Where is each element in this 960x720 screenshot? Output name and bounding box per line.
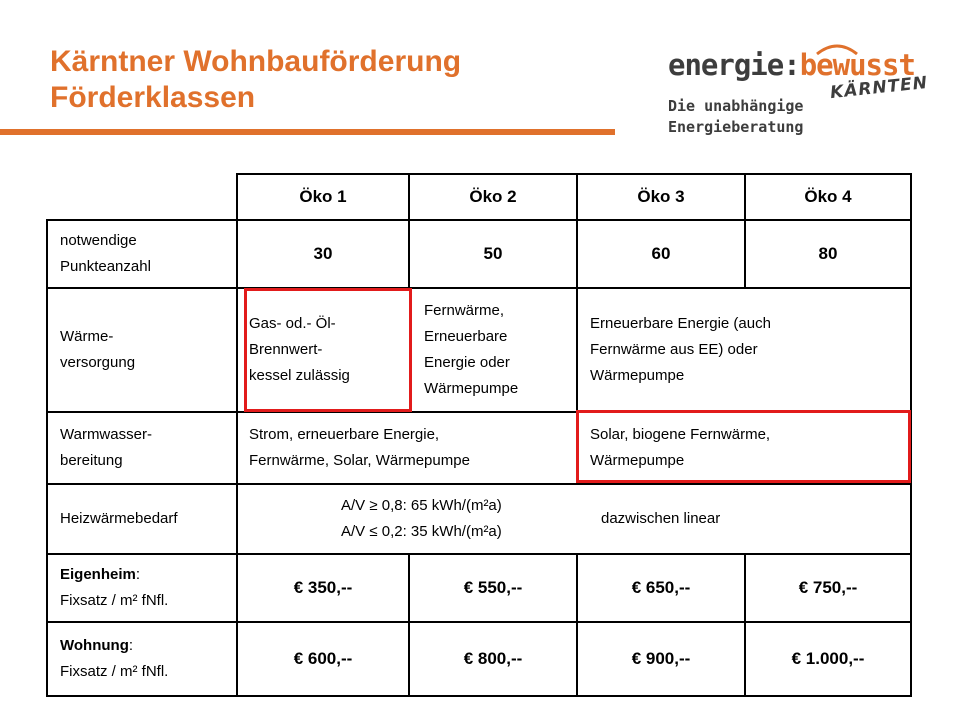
heating-oeko-2-line-2: Erneuerbare [424,328,508,345]
hot-water-oeko-3-4-line-1: Solar, biogene Fernwärme, [590,426,771,443]
table-line-hot-water [47,483,912,485]
column-header-oeko-4: Öko 4 [804,187,852,206]
table-border-bottom [47,695,912,697]
table-border-left [46,219,48,697]
points-oeko-2: 50 [483,244,503,263]
heating-oeko-2-line-1: Fernwärme, [424,302,505,319]
heating-oeko-3-4-line-1: Erneuerbare Energie (auch [590,315,771,332]
hot-water-oeko-1-2-line-1: Strom, erneuerbare Energie, [249,426,440,443]
table-line-col-2-top [408,173,410,288]
row-label-apartment-bold: Wohnung [60,637,129,654]
title-line-1: Kärntner Wohnbauförderung [50,45,462,78]
heating-oeko-2 [424,288,577,412]
row-label-hot-water-line-2: bereitung [60,452,123,469]
row-label-apartment-colon: : [128,637,134,654]
table-line-header [47,219,912,221]
heating-oeko-2-line-4: Wärmepumpe [424,380,519,397]
points-oeko-1: 30 [313,244,333,263]
column-header-oeko-1: Öko 1 [299,187,347,206]
points-oeko-4: 80 [818,244,838,263]
logo-tagline-line-2: Energieberatung [668,118,804,136]
heating-oeko-1-line-3: kessel zulässig [249,367,350,384]
table-line-col-2-bottom [408,553,410,697]
logo-region: KÄRNTEN [829,72,929,104]
row-label-house-bold: Eigenheim [60,566,136,583]
row-label-apartment-line-1 [60,633,168,659]
row-label-apartment-line-2: Fixsatz / m² fNfl. [60,663,169,680]
hot-water-oeko-3-4-line-2: Wärmepumpe [590,452,685,469]
heat-demand-values [341,484,591,554]
row-label-points-line-1: notwendige [60,232,137,249]
apartment-oeko-4: € 1.000,-- [791,649,865,668]
points-oeko-3: 60 [651,244,671,263]
row-label-heating-line-2: versorgung [60,354,136,371]
row-label-points-line-2: Punkteanzahl [60,258,151,275]
heat-demand-line-2: A/V ≤ 0,2: 35 kWh/(m²a) [341,523,502,540]
heating-oeko-1-line-2: Brennwert- [249,341,323,358]
column-header-oeko-3: Öko 3 [637,187,685,206]
row-label-heating [47,288,237,412]
house-oeko-1: € 350,-- [293,578,353,597]
house-oeko-4: € 750,-- [798,578,858,597]
logo-word-suffix: bewusst [799,48,915,82]
logo-tagline-line-1: Die unabhängige [668,97,804,115]
table-line-points [47,287,912,289]
column-header-oeko-2: Öko 2 [469,187,517,206]
row-label-house-line-2: Fixsatz / m² fNfl. [60,592,169,609]
hot-water-oeko-1-2-line-2: Fernwärme, Solar, Wärmepumpe [249,452,470,469]
row-label-house-colon: : [135,566,141,583]
table-line-col-4-top [744,173,746,288]
highlight-box-oeko-1-heating [244,288,412,412]
apartment-oeko-1: € 600,-- [293,649,353,668]
heat-demand-note: dazwischen linear [601,510,721,527]
row-label-hot-water-line-1: Warmwasser- [60,426,152,443]
heating-oeko-3-4-line-2: Fernwärme aus EE) oder [590,341,758,358]
heat-demand-line-1: A/V ≥ 0,8: 65 kWh/(m²a) [341,497,502,514]
heating-oeko-1-line-1: Gas- od.- Öl- [249,315,336,332]
heating-oeko-2-line-3: Energie oder [424,354,510,371]
house-oeko-2: € 550,-- [463,578,523,597]
heating-oeko-3-4-line-3: Wärmepumpe [590,367,685,384]
row-label-house-line-1 [60,562,168,588]
heating-oeko-3-4 [590,288,910,412]
table-line-col-3-bottom [576,553,578,697]
row-label-points [47,220,237,288]
apartment-oeko-2: € 800,-- [463,649,523,668]
logo-word-prefix: energie: [668,48,800,82]
table-line-label-col [236,173,238,697]
row-label-heat-demand: Heizwärmebedarf [60,510,178,527]
title-line-2: Förderklassen [50,81,256,114]
table-line-col-4-bottom [744,553,746,697]
row-label-hot-water [47,412,237,484]
row-label-apartment [47,622,237,696]
table-line-house [47,621,912,623]
row-label-heating-line-1: Wärme- [60,328,114,345]
apartment-oeko-3: € 900,-- [631,649,691,668]
house-oeko-3: € 650,-- [631,578,691,597]
row-label-house [47,554,237,622]
highlight-box-oeko-3-4-hot-water [576,410,911,483]
table-border-top [237,173,912,175]
hot-water-oeko-1-2 [249,412,577,484]
table-line-heat-demand [47,553,912,555]
